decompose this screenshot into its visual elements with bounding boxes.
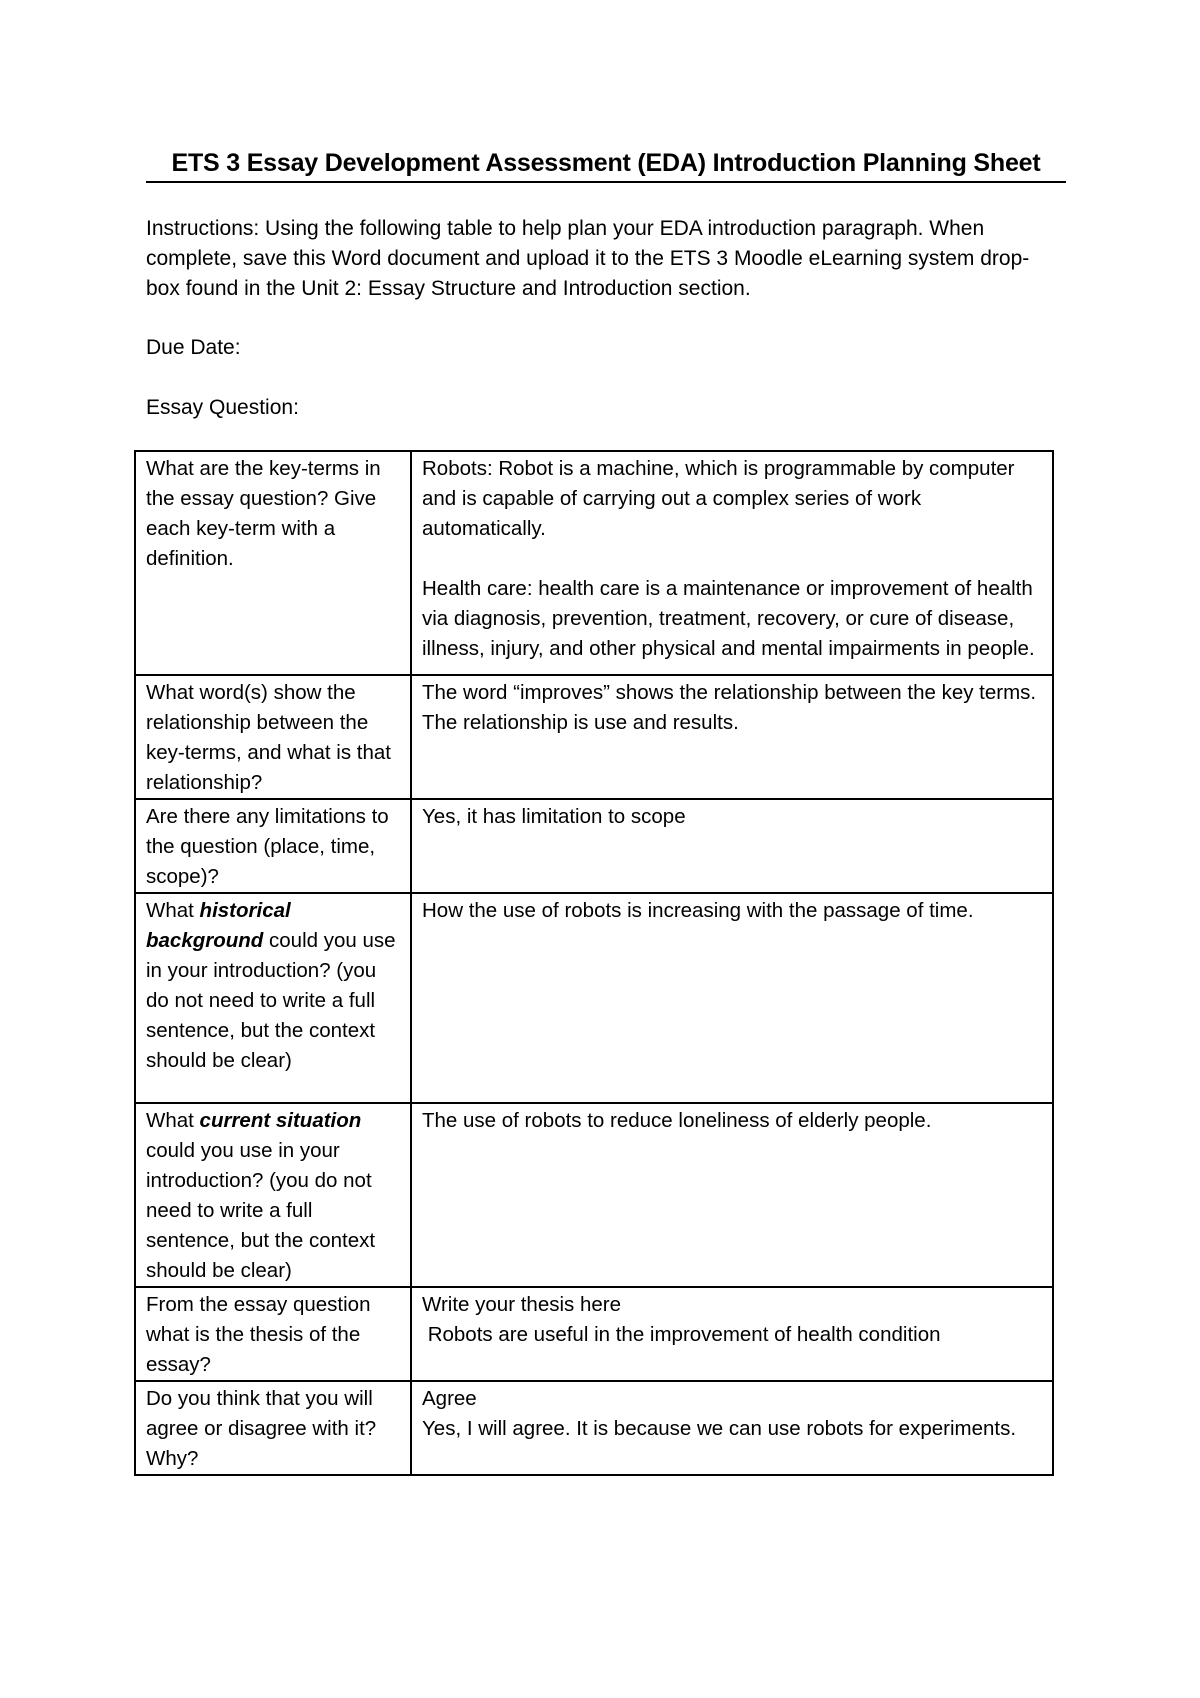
question-text-emphasis: historical background bbox=[146, 899, 291, 952]
question-cell bbox=[135, 675, 411, 799]
question-text-suffix: could you use in your introduction? (you do not need to write a full sentence, but the context should be clear) bbox=[146, 929, 396, 1072]
document-title: ETS 3 Essay Development Assessment (EDA) Introduction Planning Sheet bbox=[171, 149, 1041, 177]
question-text-prefix: What bbox=[146, 1109, 200, 1132]
question-cell bbox=[135, 451, 411, 675]
table-row bbox=[135, 675, 1053, 799]
question-cell bbox=[135, 799, 411, 893]
question-text: Do you think that you will agree or disagree with it? Why? bbox=[146, 1387, 377, 1470]
answer-text: Yes, I will agree. It is because we can use robots for experiments. bbox=[422, 1417, 1017, 1440]
answer-text: How the use of robots is increasing with the passage of time. bbox=[422, 899, 974, 922]
question-text: Are there any limitations to the question (place, time, scope)? bbox=[146, 805, 389, 888]
instructions-paragraph: Instructions: Using the following table to help plan your EDA introduction paragraph. When complete, save this Word document and upload it to the ETS 3 Moodle eLearning system drop-box found in the Unit 2: Essay Structure and Introduction section. bbox=[146, 217, 1030, 300]
table-row bbox=[135, 1103, 1053, 1287]
table-row bbox=[135, 893, 1053, 1103]
answer-cell[interactable] bbox=[411, 1381, 1053, 1475]
question-text: From the essay question what is the thesis of the essay? bbox=[146, 1293, 371, 1376]
answer-cell[interactable] bbox=[411, 1103, 1053, 1287]
answer-text: Health care: health care is a maintenance or improvement of health via diagnosis, prevention, treatment, recovery, or cure of disease, illness, injury, and other physical and mental impairments in people. bbox=[422, 577, 1035, 660]
answer-text: Yes, it has limitation to scope bbox=[422, 805, 686, 828]
answer-text: Robots are useful in the improvement of health condition bbox=[422, 1323, 941, 1346]
answer-cell[interactable] bbox=[411, 451, 1053, 675]
question-cell bbox=[135, 1381, 411, 1475]
answer-cell[interactable] bbox=[411, 1287, 1053, 1381]
essay-question-label: Essay Question: bbox=[146, 396, 299, 419]
answer-cell[interactable] bbox=[411, 893, 1053, 1103]
answer-text: Agree bbox=[422, 1387, 477, 1410]
answer-text: Robots: Robot is a machine, which is programmable by computer and is capable of carrying out a complex series of work automatically. bbox=[422, 457, 1015, 540]
table-row bbox=[135, 451, 1053, 675]
answer-cell[interactable] bbox=[411, 799, 1053, 893]
table-row bbox=[135, 799, 1053, 893]
answer-cell[interactable] bbox=[411, 675, 1053, 799]
answer-text: The use of robots to reduce loneliness of elderly people. bbox=[422, 1109, 932, 1132]
question-text-emphasis: current situation bbox=[199, 1109, 362, 1132]
question-text-suffix: could you use in your introduction? (you do not need to write a full sentence, but the context should be clear) bbox=[146, 1139, 376, 1282]
planning-table bbox=[134, 450, 1054, 1476]
question-text: What are the key-terms in the essay question? Give each key-term with a definition. bbox=[146, 457, 381, 570]
title-underline bbox=[146, 181, 1066, 183]
answer-prompt: Write your thesis here bbox=[422, 1293, 622, 1316]
due-date-label: Due Date: bbox=[146, 336, 241, 359]
table-row bbox=[135, 1381, 1053, 1475]
question-cell bbox=[135, 893, 411, 1103]
question-text: What word(s) show the relationship between the key-terms, and what is that relationship? bbox=[146, 681, 391, 794]
table-row bbox=[135, 1287, 1053, 1381]
question-cell bbox=[135, 1287, 411, 1381]
question-text-prefix: What bbox=[146, 899, 200, 922]
question-cell bbox=[135, 1103, 411, 1287]
answer-text: The word “improves” shows the relationship between the key terms. The relationship is use and results. bbox=[422, 681, 1037, 734]
